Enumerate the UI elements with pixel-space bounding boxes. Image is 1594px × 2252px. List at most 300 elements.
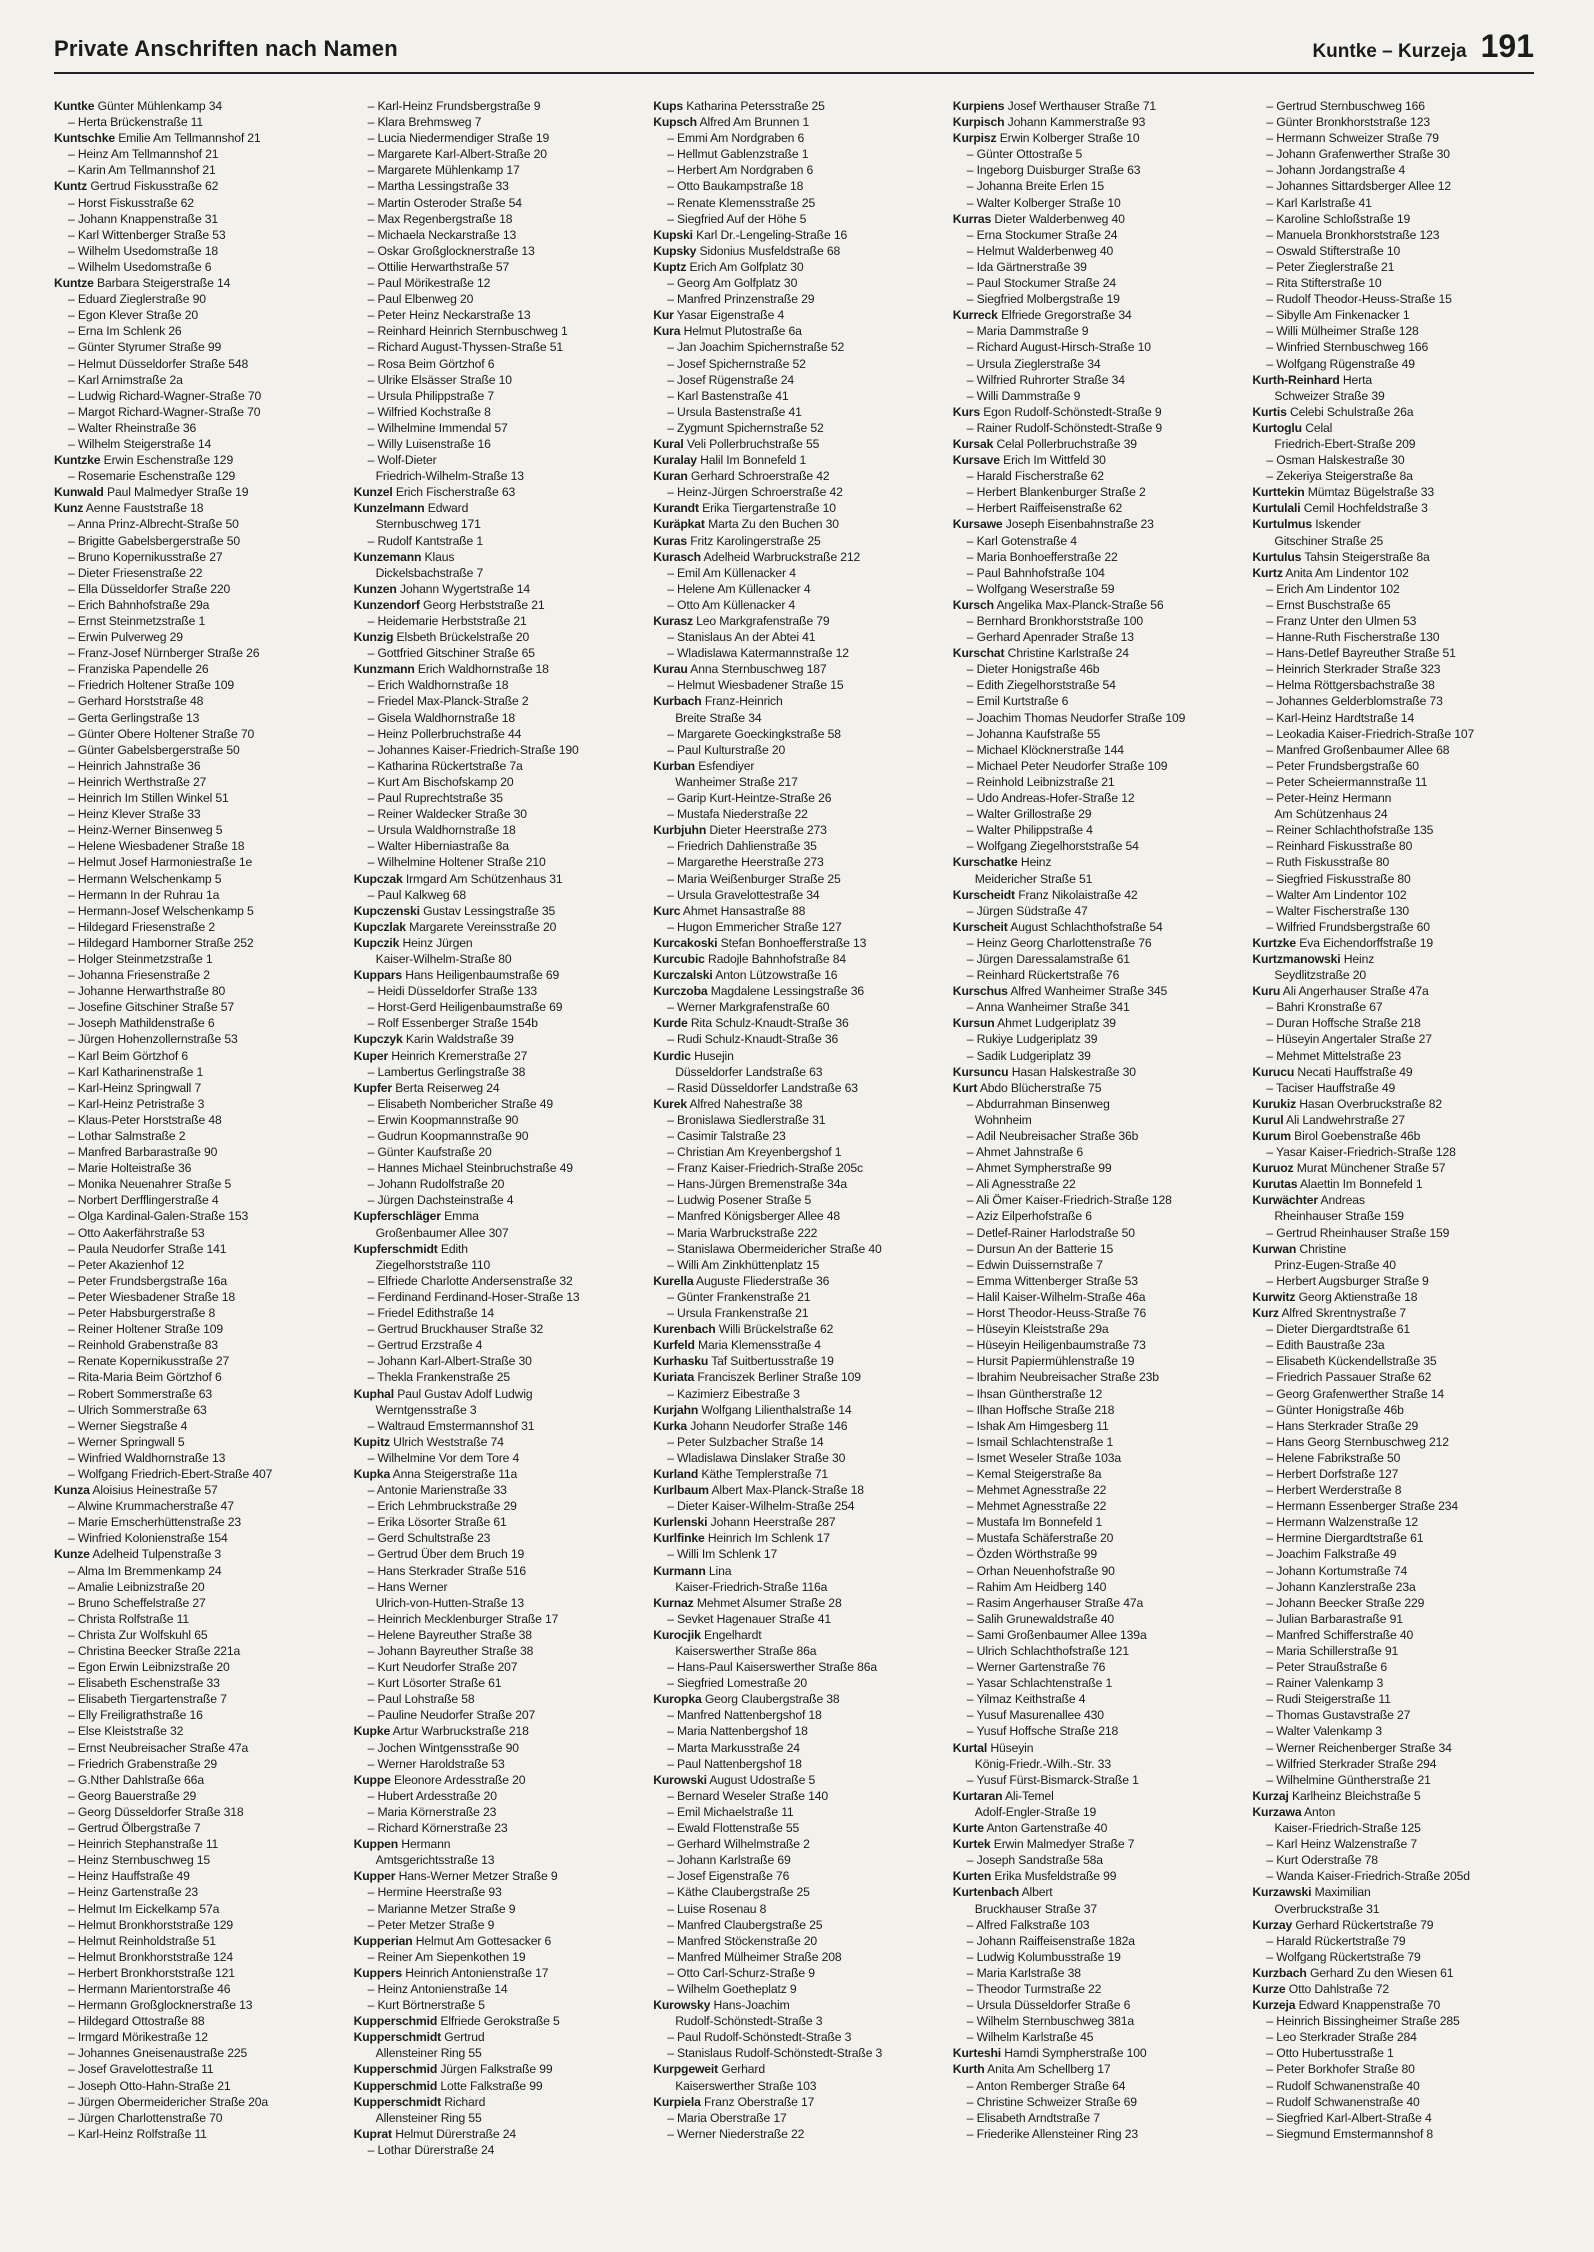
- directory-subentry: – Hans-Detlef Bayreuther Straße 51: [1266, 646, 1456, 661]
- directory-subentry: – Wolfgang Rückertstraße 79: [1266, 1949, 1421, 1964]
- directory-subentry: – Ahmet Sympherstraße 99: [966, 1161, 1112, 1176]
- surname: Kunzig: [353, 630, 394, 645]
- directory-subentry: – Peter Habsburgerstraße 8: [68, 1306, 216, 1321]
- directory-subentry: – Ludwig Posener Straße 5: [667, 1193, 812, 1208]
- directory-subentry: – Mehmet Agnesstraße 22: [966, 1483, 1107, 1498]
- directory-subentry: – Helmut Düsseldorfer Straße 548: [68, 356, 249, 371]
- directory-entry: [953, 307, 1235, 323]
- entry-address: Yasar Eigenstraße 4: [673, 308, 785, 323]
- directory-subentry: – Rudolf Schwanenstraße 40: [1266, 2078, 1420, 2093]
- directory-subentry: – Hermann Großglocknerstraße 13: [68, 1998, 253, 2013]
- entry-address: Johann Kammerstraße 93: [1004, 115, 1146, 130]
- directory-subentry: – Alfred Falkstraße 103: [966, 1917, 1090, 1932]
- entry-address: Helmut Plutostraße 6a: [680, 324, 802, 339]
- surname: Kurczalski: [653, 968, 713, 983]
- directory-entry: [953, 114, 1235, 130]
- directory-subentry: – Günter Bronkhorststraße 123: [1266, 115, 1431, 130]
- directory-subentry: – Ursula Gravelottestraße 34: [667, 887, 820, 902]
- surname: Kuntzke: [54, 453, 101, 468]
- surname: Kursawe: [952, 517, 1003, 532]
- directory-entry: [1252, 516, 1534, 532]
- directory-subentry: – Gertrud Erzstraße 4: [367, 1338, 483, 1353]
- directory-subentry: – Kurt Neudorfer Straße 207: [367, 1660, 518, 1675]
- surname: Kurasch: [653, 549, 701, 564]
- surname: Kunzel: [353, 485, 393, 500]
- directory-subentry: – Peter Frundsbergstraße 16a: [68, 1273, 228, 1288]
- directory-subentry: – Paul Mörikestraße 12: [367, 276, 491, 291]
- surname: Kurtulus: [1252, 549, 1302, 564]
- directory-subentry: – Ella Düsseldorfer Straße 220: [68, 581, 231, 596]
- directory-entry: [1252, 420, 1534, 436]
- surname: Kuropka: [653, 1692, 702, 1707]
- directory-subentry: – Hermann In der Ruhrau 1a: [68, 887, 220, 902]
- surname: Kurtulmus: [1252, 517, 1312, 532]
- surname: Kuper: [353, 1048, 389, 1063]
- directory-entry: [653, 1353, 935, 1369]
- directory-entry: [354, 500, 636, 516]
- surname: Kuran: [653, 469, 688, 484]
- directory-entry: [354, 1466, 636, 1482]
- directory-entry: [953, 2061, 1235, 2077]
- directory-subentry: – Norbert Derfflingerstraße 4: [68, 1193, 219, 1208]
- entry-address: Heinz: [1340, 951, 1375, 966]
- directory-entry: [54, 130, 336, 146]
- directory-entry: [354, 1208, 636, 1224]
- entry-address: Gerhard Zu den Wiesen 61: [1306, 1965, 1454, 1980]
- directory-subentry: – Mehmet Agnesstraße 22: [966, 1499, 1107, 1514]
- directory-column-4: [953, 98, 1235, 2212]
- directory-subentry: – Werner Haroldstraße 53: [367, 1756, 505, 1771]
- directory-subentry: – Erich Am Lindentor 102: [1266, 581, 1400, 596]
- directory-subentry: – Heinz Gartenstraße 23: [68, 1885, 198, 1900]
- directory-subentry: – Siegfried Auf der Höhe 5: [667, 211, 807, 226]
- directory-entry: [953, 436, 1235, 452]
- surname: Kupitz: [353, 1434, 390, 1449]
- directory-entry: [653, 114, 935, 130]
- entry-address: Karin Waldstraße 39: [402, 1032, 514, 1047]
- directory-entry: [1252, 404, 1534, 420]
- entry-address: Celebi Schulstraße 26a: [1286, 404, 1414, 419]
- directory-entry: [354, 2126, 636, 2142]
- directory-entry: [1252, 1884, 1534, 1900]
- directory-subentry: – Heinz Klever Straße 33: [68, 807, 201, 822]
- directory-entry: [653, 935, 935, 951]
- surname: Kupsky: [653, 243, 697, 258]
- entry-address: Marta Zu den Buchen 30: [704, 517, 839, 532]
- entry-address: Gerhard Schroerstraße 42: [687, 469, 830, 484]
- surname: Kupczlak: [353, 919, 406, 934]
- entry-continuation: Allensteiner Ring 55: [375, 2046, 482, 2061]
- surname: Kurowsky: [653, 1998, 711, 2013]
- directory-subentry: – Helma Röttgersbachstraße 38: [1266, 678, 1435, 693]
- entry-address: Hans-Werner Metzer Straße 9: [395, 1869, 558, 1884]
- directory-entry: [653, 1997, 935, 2013]
- directory-entry: [1252, 1981, 1534, 1997]
- surname: Kupperschmid: [353, 2078, 438, 2093]
- surname: Kunwald: [54, 485, 104, 500]
- directory-subentry: – Manfred Prinzenstraße 29: [667, 292, 815, 307]
- directory-subentry: – Theodor Turmstraße 22: [966, 1981, 1102, 1996]
- entry-address: Helmut Am Gottesacker 6: [412, 1933, 552, 1948]
- entry-address: Egon Rudolf-Schönstedt-Straße 9: [979, 404, 1162, 419]
- entry-address: Hans Heiligenbaumstraße 69: [401, 968, 560, 983]
- directory-entry: [54, 484, 336, 500]
- directory-subentry: – Richard August-Hirsch-Straße 10: [966, 340, 1151, 355]
- directory-subentry: – Hubert Ardesstraße 20: [367, 1788, 497, 1803]
- directory-entry: [1252, 1965, 1534, 1981]
- directory-entry: [653, 1691, 935, 1707]
- directory-subentry: – Paul Rudolf-Schönstedt-Straße 3: [667, 2030, 852, 2045]
- directory-subentry: – Ludwig Kolumbusstraße 19: [966, 1949, 1121, 1964]
- surname: Kuras: [653, 533, 687, 548]
- directory-subentry: – Otto Hubertusstraße 1: [1266, 2046, 1394, 2061]
- directory-entry: [1252, 500, 1534, 516]
- entry-address: Elfriede Gerokstraße 5: [437, 2014, 560, 2029]
- surname: Kursak: [952, 436, 994, 451]
- directory-subentry: – Hildegard Hamborner Straße 252: [68, 935, 254, 950]
- directory-entry: [653, 468, 935, 484]
- entry-address: Adelheid Tulpenstraße 3: [89, 1547, 222, 1562]
- directory-entry: [653, 693, 935, 709]
- directory-subentry: – Jürgen Daressalamstraße 61: [966, 951, 1130, 966]
- directory-subentry: – Wilhelmine Vor dem Tore 4: [367, 1450, 520, 1465]
- entry-address: Erich Am Golfplatz 30: [686, 259, 804, 274]
- directory-entry: [354, 919, 636, 935]
- directory-subentry: – Holger Steinmetzstraße 1: [68, 951, 213, 966]
- directory-subentry: – Peter Akazienhof 12: [68, 1257, 185, 1272]
- directory-subentry: – Karl Gotenstraße 4: [966, 533, 1077, 548]
- directory-subentry: – Reinhard Heinrich Sternbuschweg 1: [367, 324, 568, 339]
- entry-continuation: Großenbaumer Allee 307: [375, 1225, 509, 1240]
- directory-subentry: – Yusuf Masurenallee 430: [966, 1708, 1104, 1723]
- surname: Kurucu: [1252, 1064, 1295, 1079]
- directory-subentry: – Johann Jordangstraße 4: [1266, 163, 1406, 178]
- directory-subentry: – Casimir Talstraße 23: [667, 1129, 786, 1143]
- directory-subentry: – Mustafa Niederstraße 22: [667, 807, 808, 822]
- surname: Kursave: [952, 453, 1000, 468]
- entry-address: Husejin: [690, 1048, 734, 1063]
- directory-subentry: – Paul Kalkweg 68: [367, 887, 466, 902]
- entry-address: Artur Warbruckstraße 218: [390, 1724, 529, 1739]
- directory-entry: [953, 1788, 1235, 1804]
- entry-address: Esfendiyer: [694, 758, 755, 773]
- directory-entry: [653, 1482, 935, 1498]
- directory-subentry: – Maria Oberstraße 17: [667, 2110, 787, 2125]
- entry-continuation: Amtsgerichtsstraße 13: [375, 1853, 495, 1868]
- directory-subentry: – Maria Dammstraße 9: [966, 324, 1089, 339]
- directory-subentry: – Paul Lohstraße 58: [367, 1692, 475, 1707]
- directory-subentry: – Franz Kaiser-Friedrich-Straße 205c: [667, 1161, 863, 1176]
- entry-address: Hamdi Sympherstraße 100: [1001, 2046, 1147, 2061]
- directory-subentry: – Ottilie Herwarthstraße 57: [367, 259, 510, 274]
- directory-entry: [354, 597, 636, 613]
- directory-subentry: – Udo Andreas-Hofer-Straße 12: [966, 791, 1135, 806]
- directory-subentry: – Werner Niederstraße 22: [667, 2126, 805, 2141]
- entry-address: Barbara Steigerstraße 14: [93, 276, 231, 291]
- directory-subentry: – Karl Arnimstraße 2a: [68, 372, 183, 387]
- directory-subentry: – Johann Beecker Straße 229: [1266, 1595, 1425, 1610]
- directory-subentry: – Johannes Gelderblomstraße 73: [1266, 694, 1443, 709]
- entry-address: Anna Steigerstraße 11a: [390, 1466, 518, 1481]
- directory-subentry: – Wilhelmine Holtener Straße 210: [367, 855, 546, 870]
- directory-subentry: – Bruno Scheffelstraße 27: [68, 1595, 206, 1610]
- directory-subentry: – Ishak Am Himgesberg 11: [966, 1418, 1109, 1433]
- directory-entry: [354, 1434, 636, 1450]
- directory-subentry: – Karin Am Tellmannshof 21: [68, 163, 216, 178]
- directory-entry: [354, 549, 636, 565]
- surname: Kurbach: [653, 694, 702, 709]
- directory-subentry: – Reiner Am Siepenkothen 19: [367, 1949, 526, 1964]
- surname: Kural: [653, 436, 684, 451]
- directory-entry: [653, 1418, 935, 1434]
- directory-entry: [1252, 983, 1534, 999]
- directory-entry: [1252, 1997, 1534, 2013]
- directory-subentry: – Erich Waldhornstraße 18: [367, 678, 509, 693]
- surname: Kuntschke: [54, 131, 115, 146]
- directory-subentry: – Reinhard Rückertstraße 76: [966, 968, 1120, 983]
- name-range: Kuntke – Kurzeja: [1312, 41, 1467, 62]
- directory-subentry: – Jürgen Obermeidericher Straße 20a: [68, 2094, 269, 2109]
- directory-subentry: – Hermann-Josef Welschenkamp 5: [68, 903, 254, 918]
- surname: Kurasz: [653, 614, 693, 628]
- entry-address: Aenne Fauststraße 18: [83, 501, 204, 516]
- directory-subentry: – Gerhard Wilhelmstraße 2: [667, 1837, 810, 1852]
- directory-subentry: – Wilhelm Steigerstraße 14: [68, 436, 212, 451]
- directory-subentry: – Bronislawa Siedlerstraße 31: [667, 1112, 826, 1127]
- directory-subentry: – Wolfgang Ziegelhorststraße 54: [966, 839, 1139, 854]
- directory-subentry: – Werner Reichenberger Straße 34: [1266, 1740, 1452, 1755]
- entry-continuation: Kaiserswerther Straße 103: [675, 2078, 817, 2093]
- surname: Kurlenski: [653, 1515, 708, 1530]
- directory-subentry: – Karl-Heinz Springwall 7: [68, 1080, 202, 1095]
- directory-subentry: – Walter Philippstraße 4: [966, 823, 1093, 838]
- directory-subentry: – Rolf Essenberger Straße 154b: [367, 1016, 538, 1031]
- directory-subentry: – Josef Spichernstraße 52: [667, 356, 806, 371]
- directory-subentry: – Bruno Kopernikusstraße 27: [68, 549, 223, 564]
- directory-entry: [354, 2013, 636, 2029]
- directory-subentry: – Reinhard Fiskusstraße 80: [1266, 839, 1413, 854]
- entry-address: Alfred Skrentnystraße 7: [1278, 1306, 1407, 1321]
- entry-address: Gertrud Fiskusstraße 62: [87, 179, 219, 194]
- directory-subentry: – Heinz Georg Charlottenstraße 76: [966, 935, 1152, 950]
- directory-subentry: – Gottfried Gitschiner Straße 65: [367, 646, 535, 661]
- directory-subentry: – Heinrich Stephanstraße 11: [68, 1837, 219, 1852]
- directory-subentry: – Friedel Max-Planck-Straße 2: [367, 694, 529, 709]
- directory-subentry: – Hugon Emmericher Straße 127: [667, 919, 842, 934]
- directory-entry: [54, 98, 336, 114]
- directory-subentry: – Günter Frankenstraße 21: [667, 1289, 811, 1304]
- directory-subentry: – Werner Siegstraße 4: [68, 1418, 188, 1433]
- entry-address: Georg Claubergstraße 38: [701, 1692, 840, 1707]
- directory-subentry: – Ali Ömer Kaiser-Friedrich-Straße 128: [966, 1193, 1172, 1208]
- directory-subentry: – Emil Am Küllenacker 4: [667, 565, 796, 580]
- directory-entry: [1252, 1305, 1534, 1321]
- directory-subentry: – Joseph Otto-Hahn-Straße 21: [68, 2078, 231, 2093]
- directory-subentry: – Ernst Steinmetzstraße 1: [68, 614, 206, 628]
- directory-subentry: – Paul Bahnhofstraße 104: [966, 565, 1105, 580]
- surname: Kurul: [1252, 1112, 1284, 1127]
- directory-entry: [1252, 372, 1534, 388]
- directory-subentry: – Joachim Falkstraße 49: [1266, 1547, 1397, 1562]
- directory-subentry: – Marie Holteistraße 36: [68, 1161, 192, 1176]
- directory-subentry: – Peter Borkhofer Straße 80: [1266, 2062, 1415, 2077]
- entry-address: August Udostraße 5: [706, 1772, 816, 1787]
- directory-entry: [653, 1514, 935, 1530]
- entry-address: Karl Dr.-Lengeling-Straße 16: [692, 227, 848, 242]
- directory-subentry: – Willi Im Schlenk 17: [667, 1547, 778, 1562]
- directory-entry: [653, 533, 935, 549]
- entry-address: Cemil Hochfeldstraße 3: [1300, 501, 1428, 516]
- entry-address: Erika Tiergartenstraße 10: [698, 501, 836, 516]
- entry-continuation: Rheinhauser Straße 159: [1274, 1209, 1404, 1224]
- directory-subentry: – Joachim Thomas Neudorfer Straße 109: [966, 710, 1186, 725]
- directory-subentry: – Manfred Königsberger Allee 48: [667, 1209, 841, 1224]
- directory-subentry: – Helmut Im Eickelkamp 57a: [68, 1901, 220, 1916]
- surname: Kurtzke: [1252, 935, 1297, 950]
- directory-entry: [354, 2094, 636, 2110]
- surname: Kupperschmid: [353, 2062, 438, 2077]
- directory-subentry: – Marianne Metzer Straße 9: [367, 1901, 516, 1916]
- surname: Kurs: [952, 404, 980, 419]
- surname: Kurtulali: [1252, 501, 1301, 516]
- entry-address: Erwin Eschenstraße 129: [100, 453, 234, 468]
- entry-continuation: Overbruckstraße 31: [1274, 1901, 1380, 1916]
- entry-address: Celal: [1301, 420, 1333, 435]
- directory-subentry: – Michael Klöcknerstraße 144: [966, 742, 1124, 757]
- directory-entry: [953, 1836, 1235, 1852]
- directory-subentry: – Kemal Steigerstraße 8a: [966, 1466, 1102, 1481]
- directory-subentry: – Johanne Herwarthstraße 80: [68, 984, 226, 999]
- entry-address: Anita Am Schellberg 17: [984, 2062, 1111, 2077]
- directory-subentry: – Johanna Kaufstraße 55: [966, 726, 1101, 741]
- directory-subentry: – Herbert Dorfstraße 127: [1266, 1466, 1399, 1481]
- surname: Kunzmann: [353, 662, 415, 677]
- directory-subentry: – Christa Zur Wolfskuhl 65: [68, 1627, 208, 1642]
- surname: Kurlbaum: [653, 1483, 709, 1498]
- directory-subentry: – Rosa Beim Görtzhof 6: [367, 356, 495, 371]
- surname: Kurban: [653, 758, 695, 773]
- directory-subentry: – Waltraud Emstermannshof 31: [367, 1418, 535, 1433]
- directory-subentry: – Manfred Großenbaumer Allee 68: [1266, 742, 1450, 757]
- directory-subentry: – Gisela Waldhornstraße 18: [367, 710, 515, 725]
- entry-address: Radojle Bahnhofstraße 84: [704, 951, 847, 966]
- directory-subentry: – Hermine Diergardtstraße 61: [1266, 1531, 1424, 1546]
- directory-subentry: – Margarete Mühlenkamp 17: [367, 163, 520, 178]
- surname: Kurras: [952, 211, 992, 226]
- directory-subentry: – Ursula Philippstraße 7: [367, 388, 495, 403]
- surname: Kurth-Reinhard: [1252, 372, 1340, 387]
- surname: Kurcubic: [653, 951, 705, 966]
- directory-subentry: – Heinz Antonienstraße 14: [367, 1981, 508, 1996]
- directory-subentry: – Johannes Gneisenaustraße 225: [68, 2046, 248, 2061]
- directory-entry: [653, 2094, 935, 2110]
- directory-entry: [354, 1031, 636, 1047]
- surname: Kurscheidt: [952, 887, 1015, 902]
- directory-subentry: – Gerhard Apenrader Straße 13: [966, 630, 1134, 645]
- directory-entry: [953, 854, 1235, 870]
- directory-subentry: – Duran Hoffsche Straße 218: [1266, 1016, 1421, 1031]
- directory-subentry: – Hans Werner: [367, 1579, 448, 1594]
- surname: Kurzawski: [1252, 1885, 1312, 1900]
- entry-address: Adelheid Warbruckstraße 212: [700, 549, 861, 564]
- directory-subentry: – Wolf-Dieter: [367, 453, 437, 468]
- directory-subentry: – Heidi Düsseldorfer Straße 133: [367, 984, 538, 999]
- surname: Kurenbach: [653, 1322, 716, 1337]
- entry-address: Hermann: [398, 1837, 451, 1852]
- directory-subentry: – Günter Styrumer Straße 99: [68, 340, 222, 355]
- directory-subentry: – Elisabeth Kückendellstraße 35: [1266, 1354, 1437, 1369]
- directory-subentry: – Katharina Rückertstraße 7a: [367, 758, 523, 773]
- entry-address: Christine: [1296, 1241, 1347, 1256]
- directory-subentry: – Hans Sterkrader Straße 516: [367, 1563, 526, 1578]
- directory-subentry: – Werner Springwall 5: [68, 1434, 185, 1449]
- entry-address: Wolfgang Lilienthalstraße 14: [698, 1402, 852, 1417]
- surname: Kurandt: [653, 501, 699, 516]
- directory-entry: [653, 1048, 935, 1064]
- directory-subentry: – Gertrud Sternbuschweg 166: [1266, 99, 1425, 113]
- directory-subentry: – Rasim Angerhauser Straße 47a: [966, 1595, 1144, 1610]
- directory-entry: [354, 2061, 636, 2077]
- directory-entry: [1252, 1128, 1534, 1144]
- directory-entry: [354, 1965, 636, 1981]
- directory-subentry: – Sibylle Am Finkenacker 1: [1266, 308, 1410, 323]
- directory-entry: [653, 516, 935, 532]
- entry-address: Alfred Am Brunnen 1: [696, 115, 810, 130]
- surname: Kurnaz: [653, 1595, 694, 1610]
- directory-columns: [54, 98, 1534, 2212]
- directory-subentry: – Johann Karlstraße 69: [667, 1853, 791, 1868]
- directory-subentry: – Winfried Waldhornstraße 13: [68, 1450, 226, 1465]
- directory-entry: [354, 2078, 636, 2094]
- directory-subentry: – Mehmet Mittelstraße 23: [1266, 1048, 1401, 1063]
- page-header-right: [1312, 28, 1534, 65]
- directory-subentry: – Ernst Neubreisacher Straße 47a: [68, 1740, 249, 1755]
- directory-subentry: – Josefine Gitschiner Straße 57: [68, 1000, 235, 1015]
- directory-subentry: – Hüseyin Angertaler Straße 27: [1266, 1032, 1432, 1047]
- directory-subentry: – Otto Baukampstraße 18: [667, 179, 804, 194]
- directory-subentry: – Georg Bauerstraße 29: [68, 1788, 197, 1803]
- surname: Kurpiens: [952, 99, 1005, 113]
- surname: Kuphal: [353, 1386, 394, 1401]
- entry-continuation: Ulrich-von-Hutten-Straße 13: [375, 1595, 524, 1610]
- entry-address: Maria Klemensstraße 4: [694, 1338, 821, 1353]
- directory-entry: [54, 178, 336, 194]
- surname: Kurtek: [952, 1837, 991, 1852]
- directory-subentry: – Joseph Sandstraße 58a: [966, 1853, 1103, 1868]
- directory-subentry: – Karl Heinz Walzenstraße 7: [1266, 1837, 1417, 1852]
- directory-subentry: – Karl Beim Görtzhof 6: [68, 1048, 188, 1063]
- entry-address: Christine Karlstraße 24: [1004, 646, 1129, 661]
- surname: Kupper: [353, 1869, 396, 1884]
- entry-address: Franz Oberstraße 17: [700, 2094, 815, 2109]
- directory-subentry: – Maria Warbruckstraße 222: [667, 1225, 818, 1240]
- surname: Kurschat: [952, 646, 1005, 661]
- directory-subentry: – Richard Körnerstraße 23: [367, 1821, 508, 1836]
- directory-subentry: – Rita-Maria Beim Görtzhof 6: [68, 1370, 222, 1385]
- directory-subentry: – Herbert Werderstraße 8: [1266, 1483, 1402, 1498]
- directory-entry: [354, 1836, 636, 1852]
- directory-subentry: – Zygmunt Spichernstraße 52: [667, 420, 824, 435]
- directory-subentry: – Manfred Schifferstraße 40: [1266, 1627, 1414, 1642]
- surname: Kurzbach: [1252, 1965, 1307, 1980]
- directory-subentry: – Hildegard Ottostraße 88: [68, 2014, 205, 2029]
- entry-address: Herta: [1339, 372, 1372, 387]
- directory-subentry: – Dieter Friesenstraße 22: [68, 565, 203, 580]
- entry-address: Franz-Heinrich: [701, 694, 783, 709]
- entry-continuation: Rudolf-Schönstedt-Straße 3: [675, 2014, 823, 2029]
- surname: Kuriata: [653, 1370, 695, 1385]
- directory-subentry: – Sevket Hagenauer Straße 41: [667, 1611, 832, 1626]
